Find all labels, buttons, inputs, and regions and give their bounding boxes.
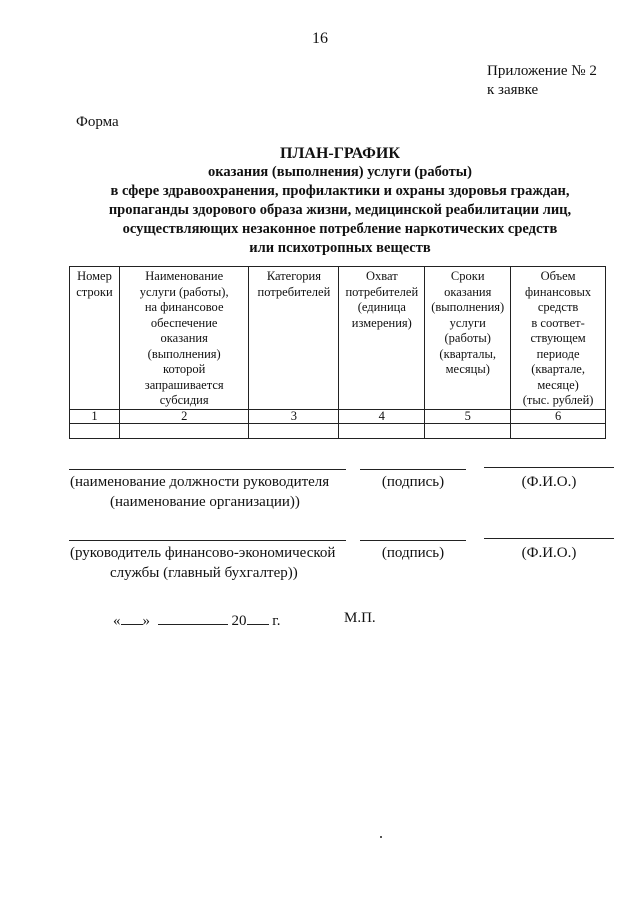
- empty-cell: [511, 423, 606, 438]
- empty-cell: [425, 423, 511, 438]
- day-blank: [121, 610, 143, 625]
- signature-line-2: [360, 540, 466, 541]
- title-line-5: или психотропных веществ: [249, 240, 431, 256]
- accountant-caption-1: (руководитель финансово-экономической: [70, 545, 336, 561]
- header-service-terms: Сроки оказания (выполнения) услуги (работы) (кварталы, месяцы): [425, 267, 511, 410]
- accountant-caption-2: службы (главный бухгалтер)): [110, 565, 298, 581]
- appendix-line-1: Приложение № 2: [487, 63, 597, 79]
- plan-table: [69, 266, 606, 439]
- appendix-note: [487, 62, 597, 100]
- accountant-position-line: [69, 540, 346, 541]
- title-line-4: осуществляющих незаконное потребление наркотических средств: [122, 221, 558, 237]
- empty-data-row: [70, 423, 606, 438]
- title-main: ПЛАН-ГРАФИК: [280, 145, 400, 162]
- name-line-2: [484, 538, 614, 539]
- header-consumer-category: Категория потребителей: [249, 267, 339, 410]
- form-label: Форма: [76, 114, 119, 130]
- head-position-caption-2: (наименование организации)): [110, 494, 300, 510]
- empty-cell: [339, 423, 425, 438]
- header-financial-volume: Объем финансовых средств в соответ- ствующем периоде (квартале, месяце) (тыс. рублей): [511, 267, 606, 410]
- name-caption-2: (Ф.И.О.): [521, 545, 577, 561]
- year-prefix: 20: [231, 613, 247, 629]
- name-line-1: [484, 467, 614, 468]
- empty-cell: [70, 423, 120, 438]
- column-number: 3: [249, 409, 339, 423]
- title-line-1: оказания (выполнения) услуги (работы): [208, 164, 472, 180]
- column-number: 1: [70, 409, 120, 423]
- document-title: [60, 144, 620, 258]
- column-number: 2: [119, 409, 249, 423]
- date-row: [113, 610, 280, 630]
- column-number: 4: [339, 409, 425, 423]
- header-service-name: Наименование услуги (работы), на финансовое обеспечение оказания (выполнения) которой запрашивается субсидия: [119, 267, 249, 410]
- header-row-number: Номер строки: [70, 267, 120, 410]
- column-numbers-row: [70, 409, 606, 423]
- title-line-2: в сфере здравоохранения, профилактики и охраны здоровья граждан,: [110, 183, 570, 199]
- signature-line-1: [360, 469, 466, 470]
- empty-cell: [249, 423, 339, 438]
- date-open-quote: «: [113, 613, 121, 629]
- title-line-3: пропаганды здорового образа жизни, медицинской реабилитации лиц,: [108, 202, 572, 218]
- signature-caption-1: (подпись): [381, 474, 445, 490]
- page-number: 16: [312, 30, 328, 47]
- signature-caption-2: (подпись): [381, 545, 445, 561]
- year-suffix: г.: [272, 613, 281, 629]
- column-number: 6: [511, 409, 606, 423]
- date-close-quote: »: [142, 613, 150, 629]
- scan-speck: [380, 836, 382, 838]
- empty-cell: [119, 423, 249, 438]
- head-position-caption-1: (наименование должности руководителя: [70, 474, 330, 490]
- column-number: 5: [425, 409, 511, 423]
- appendix-line-2: к заявке: [487, 82, 539, 98]
- year-blank: [247, 610, 269, 625]
- table-header-row: [70, 267, 606, 410]
- header-consumer-coverage: Охват потребителей (единица измерения): [339, 267, 425, 410]
- month-blank: [158, 610, 228, 625]
- head-position-line: [69, 469, 346, 470]
- name-caption-1: (Ф.И.О.): [521, 474, 577, 490]
- stamp-placeholder: М.П.: [344, 610, 376, 626]
